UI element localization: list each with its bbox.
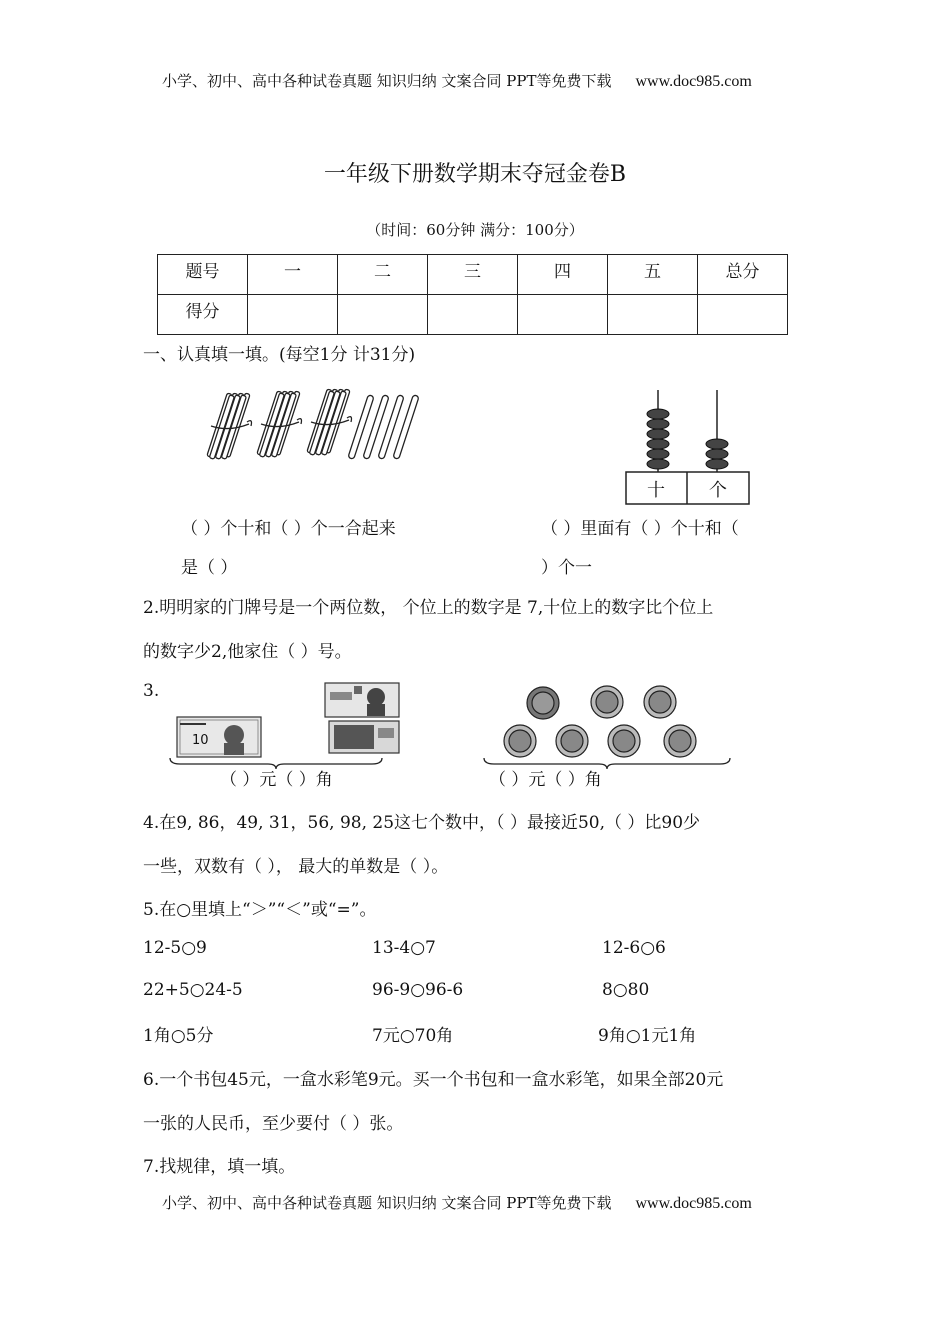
- page-footer: [162, 1192, 752, 1213]
- q6-line1: 6.一个书包45元，一盒水彩笔9元。买一个书包和一盒水彩笔，如果全部20元: [143, 1070, 724, 1090]
- q5-item: 12-6○6: [602, 938, 666, 958]
- q5-heading: 5.在○里填上“＞”“＜”或“=”。: [143, 900, 377, 920]
- q6-line2: 一张的人民币，至少要付（ ）张。: [143, 1114, 404, 1134]
- header-text: 小学、初中、高中各种试卷真题 知识归纳 文案合同 PPT等免费下载: [162, 72, 612, 90]
- q1-right-line2: ）个一: [541, 558, 592, 578]
- score-cell: 二: [338, 255, 428, 295]
- q5-item: 96-9○96-6: [372, 980, 464, 1000]
- score-table-score-row: [158, 295, 788, 335]
- q5-item: 12-5○9: [143, 938, 207, 958]
- q1-right-line1: （ ）里面有（ ）个十和（: [541, 519, 739, 539]
- banknote-icon: [328, 720, 400, 754]
- q5-item: 8○80: [602, 980, 650, 1000]
- q1-left-line1: （ ）个十和（ ）个一合起来: [181, 519, 396, 539]
- q5-item: 9角○1元1角: [598, 1026, 697, 1046]
- score-cell: 得分: [158, 295, 248, 335]
- q2-line1: 2.明明家的门牌号是一个两位数， 个位上的数字是 7,十位上的数字比个位上: [143, 598, 714, 618]
- abacus-icon: [622, 388, 752, 506]
- q5-item: 7元○70角: [372, 1026, 454, 1046]
- score-cell: 题号: [158, 255, 248, 295]
- banknote-icon: [176, 716, 262, 758]
- page-subtitle: （时间：60分钟 满分：100分）: [366, 221, 584, 239]
- score-input-cell[interactable]: [248, 295, 338, 335]
- q5-item: 1角○5分: [143, 1026, 214, 1046]
- q5-item: 13-4○7: [372, 938, 436, 958]
- q3-left-blank: （ ）元（ ）角: [220, 770, 333, 790]
- score-cell: 三: [428, 255, 518, 295]
- abacus-ten-label: 十: [647, 480, 665, 501]
- section1-heading: 一、认真填一填。(每空1分 计31分): [143, 345, 416, 365]
- score-cell: 总分: [698, 255, 788, 295]
- score-input-cell[interactable]: [338, 295, 428, 335]
- score-input-cell[interactable]: [518, 295, 608, 335]
- page-title: 一年级下册数学期末夺冠金卷B: [323, 162, 627, 187]
- page-header: [162, 70, 752, 91]
- score-cell: 一: [248, 255, 338, 295]
- banknote-icon: [324, 682, 400, 718]
- score-table: [157, 254, 788, 335]
- score-table-header-row: [158, 255, 788, 295]
- footer-site: www.doc985.com: [635, 1195, 752, 1212]
- q3-label: 3.: [143, 681, 160, 701]
- score-cell: 五: [608, 255, 698, 295]
- q4-line1: 4.在9, 86，49, 31，56, 98, 25这七个数中，（ ）最接近50,（ ）比90少: [143, 813, 701, 833]
- footer-text: 小学、初中、高中各种试卷真题 知识归纳 文案合同 PPT等免费下载: [162, 1194, 612, 1212]
- q2-line2: 的数字少2,他家住（ ）号。: [143, 642, 352, 662]
- q5-item: 22+5○24-5: [143, 980, 243, 1000]
- q1-left-line2: 是（ ）: [181, 558, 238, 578]
- abacus-one-label: 个: [709, 480, 727, 501]
- bundled-sticks-icon: [198, 388, 423, 466]
- q3-right-blank: （ ）元（ ）角: [489, 770, 602, 790]
- banknote-value: 10: [192, 733, 209, 748]
- score-input-cell[interactable]: [428, 295, 518, 335]
- score-input-cell[interactable]: [698, 295, 788, 335]
- q4-line2: 一些，双数有（ ）， 最大的单数是（ ）。: [143, 857, 449, 877]
- coin-icon: [500, 684, 715, 762]
- score-cell: 四: [518, 255, 608, 295]
- score-input-cell[interactable]: [608, 295, 698, 335]
- q7-heading: 7.找规律，填一填。: [143, 1157, 296, 1177]
- header-site: www.doc985.com: [635, 73, 752, 90]
